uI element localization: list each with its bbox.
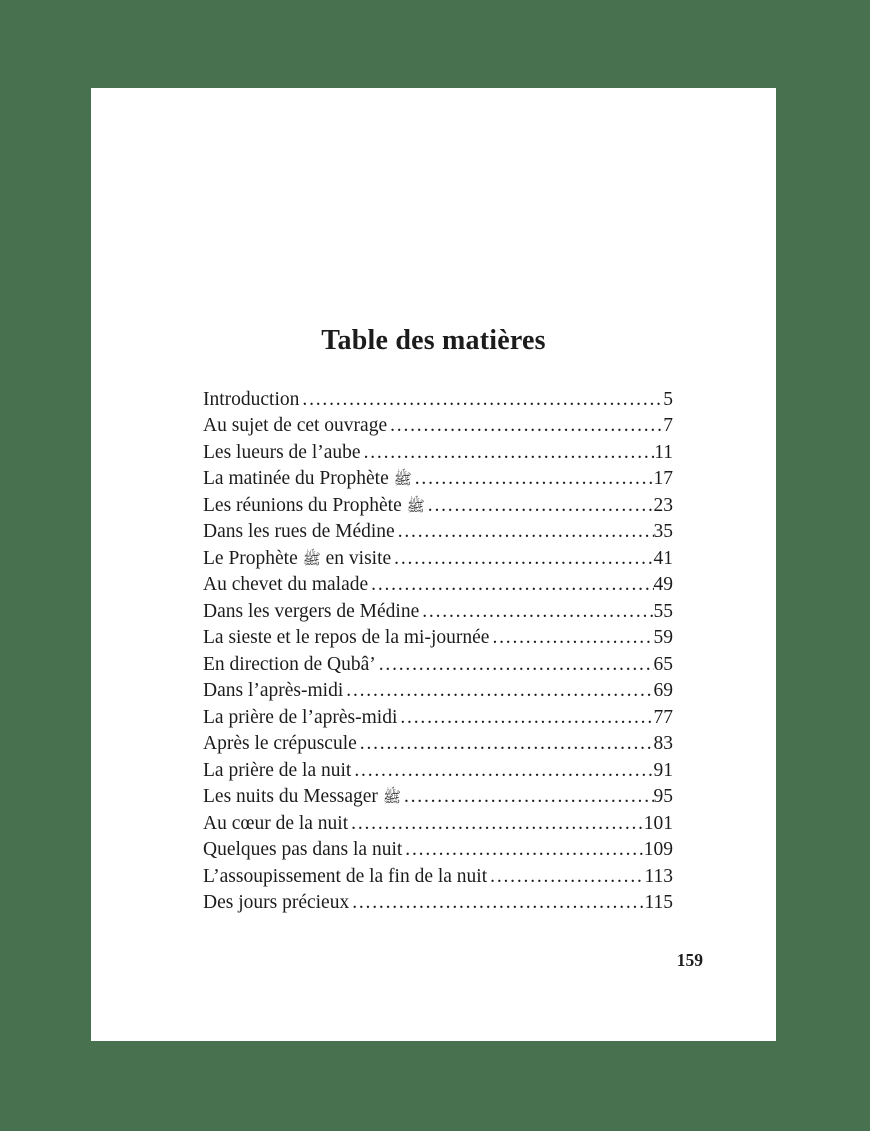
toc-entry-label: Le Prophète ﷺ en visite xyxy=(203,547,392,569)
toc-row xyxy=(203,519,673,546)
toc-entry-label: Dans les rues de Médine xyxy=(203,521,395,543)
dot-leader xyxy=(422,599,653,626)
toc-list xyxy=(91,387,776,917)
toc-entry-label: Les lueurs de l’aube xyxy=(203,441,361,463)
toc-entry-page: 69 xyxy=(653,680,673,702)
toc-row xyxy=(203,546,673,573)
toc-row xyxy=(203,413,673,440)
dot-leader xyxy=(371,572,653,599)
toc-entry-page: 35 xyxy=(653,521,673,543)
dot-leader xyxy=(354,758,653,785)
toc-entry-label: En direction de Qubâ’ xyxy=(203,653,376,675)
toc-entry-page: 95 xyxy=(653,786,673,808)
toc-row xyxy=(203,705,673,732)
toc-row xyxy=(203,599,673,626)
salawat-symbol: ﷺ xyxy=(302,549,321,568)
toc-entry-label: La sieste et le repos de la mi-journée xyxy=(203,627,490,649)
toc-entry-label: Les réunions du Prophète ﷺ xyxy=(203,494,425,516)
toc-entry-page: 11 xyxy=(654,441,673,463)
toc-entry-page: 115 xyxy=(644,892,673,914)
toc-entry-page: 59 xyxy=(653,627,673,649)
dot-leader xyxy=(405,837,643,864)
toc-entry-label: Introduction xyxy=(203,388,300,410)
book-page xyxy=(91,88,776,1041)
page-title: Table des matières xyxy=(321,325,546,356)
dot-leader xyxy=(364,440,655,467)
dot-leader xyxy=(379,652,654,679)
toc-entry-label: Dans les vergers de Médine xyxy=(203,600,420,622)
dot-leader xyxy=(398,519,654,546)
toc-row xyxy=(203,784,673,811)
toc-entry-page: 41 xyxy=(653,547,673,569)
toc-row xyxy=(203,864,673,891)
toc-row xyxy=(203,493,673,520)
salawat-symbol: ﷺ xyxy=(406,496,425,515)
toc-row xyxy=(203,466,673,493)
toc-row xyxy=(203,652,673,679)
dot-leader xyxy=(415,466,654,493)
toc-entry-page: 55 xyxy=(653,600,673,622)
toc-entry-page: 17 xyxy=(653,468,673,490)
dot-leader xyxy=(404,784,654,811)
toc-row xyxy=(203,811,673,838)
toc-entry-page: 5 xyxy=(663,388,673,410)
toc-entry-label: La prière de l’après-midi xyxy=(203,706,398,728)
toc-entry-label: L’assoupissement de la fin de la nuit xyxy=(203,865,488,887)
toc-entry-label: Après le crépuscule xyxy=(203,733,357,755)
toc-entry-page: 49 xyxy=(653,574,673,596)
toc-entry-page: 101 xyxy=(643,812,673,834)
dot-leader xyxy=(351,811,644,838)
toc-entry-page: 77 xyxy=(653,706,673,728)
toc-entry-page: 65 xyxy=(653,653,673,675)
toc-entry-label: La prière de la nuit xyxy=(203,759,352,781)
salawat-symbol: ﷺ xyxy=(393,470,412,489)
toc-row xyxy=(203,440,673,467)
toc-entry-label: Des jours précieux xyxy=(203,892,350,914)
page-number-folio: 159 xyxy=(676,949,703,970)
dot-leader xyxy=(400,705,653,732)
salawat-symbol: ﷺ xyxy=(382,788,401,807)
toc-entry-label: Les nuits du Messager ﷺ xyxy=(203,786,401,808)
toc-entry-page: 113 xyxy=(644,865,673,887)
toc-entry-label: Quelques pas dans la nuit xyxy=(203,839,403,861)
toc-row xyxy=(203,387,673,414)
toc-entry-label: Au cœur de la nuit xyxy=(203,812,349,834)
dot-leader xyxy=(390,413,663,440)
toc-row xyxy=(203,731,673,758)
toc-row xyxy=(203,837,673,864)
toc-entry-page: 109 xyxy=(643,839,673,861)
dot-leader xyxy=(346,678,653,705)
toc-entry-page: 23 xyxy=(653,494,673,516)
toc-entry-page: 83 xyxy=(653,733,673,755)
toc-row xyxy=(203,572,673,599)
dot-leader xyxy=(428,493,654,520)
toc-row xyxy=(203,625,673,652)
dot-leader xyxy=(394,546,653,573)
toc-entry-label: Au sujet de cet ouvrage xyxy=(203,415,388,437)
dot-leader xyxy=(490,864,644,891)
dot-leader xyxy=(492,625,653,652)
toc-entry-label: La matinée du Prophète ﷺ xyxy=(203,468,412,490)
dot-leader xyxy=(302,387,663,414)
dot-leader xyxy=(360,731,654,758)
toc-entry-label: Au chevet du malade xyxy=(203,574,369,596)
toc-entry-page: 7 xyxy=(663,415,673,437)
dot-leader xyxy=(352,890,644,917)
toc-row xyxy=(203,758,673,785)
toc-row xyxy=(203,890,673,917)
toc-entry-page: 91 xyxy=(653,759,673,781)
toc-entry-label: Dans l’après-midi xyxy=(203,680,344,702)
toc-row xyxy=(203,678,673,705)
